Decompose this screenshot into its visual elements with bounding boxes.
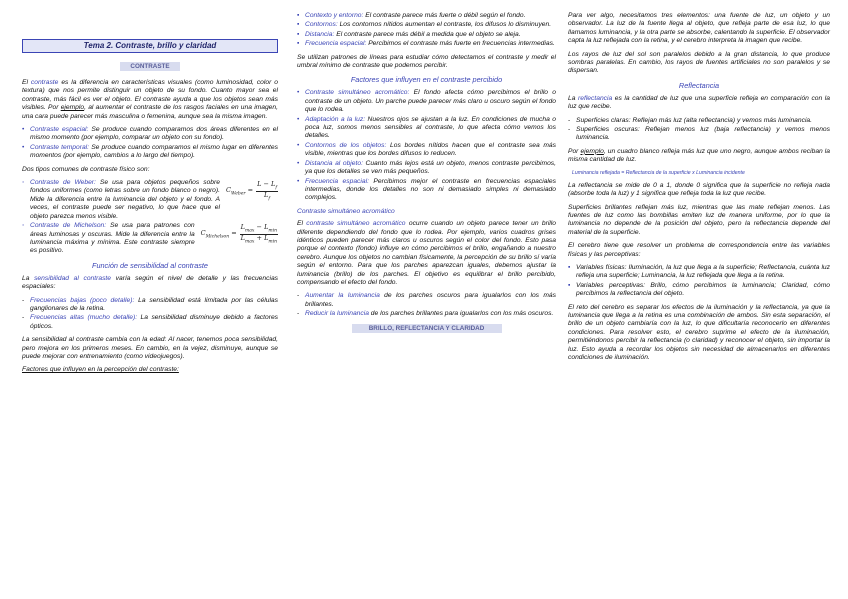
list-item: • Adaptación a la luz: Nuestros ojos se ajustan a la luz. En condiciones de mucha o poca luz, somos menos sensibles al contraste, lo que afecta cómo vemos los detalles. (297, 116, 556, 141)
reflectance-paragraph: La reflectancia es la cantidad de luz que una superficie refleja en comparación con la luz que recibe. (568, 94, 831, 111)
list-item: • Contraste simultáneo acromático: El fondo afecta cómo percibimos el brillo o contraste de un objeto. Un parche puede parecer más claro u oscuro según el fondo que lo rodea. (297, 89, 556, 114)
column-right (568, 12, 830, 367)
subsection-heading: Contraste simultáneo acromático (297, 207, 395, 215)
list-item: • Contornos de los objetos: Los bordes nítidos hacen que el contraste sea más visible, mientras que los bordes difusos lo reducen. (297, 142, 556, 159)
column-left (22, 12, 278, 380)
list-item: ▪ Contornos: Los contornos nítidos aumentan el contraste, los difusos lo disminuyen. (297, 21, 556, 29)
topic-title: Tema 2. Contraste, brillo y claridad (22, 39, 278, 53)
bright-paragraph: Superficies brillantes reflejan más luz, mientras que las mate reflejan menos. Las fuentes de luz como las bombillas emiten luz de manera uniforme, por lo que la luminancia no depende de la posición del objeto, pero la reflectancia depende del material de la superficie. (568, 203, 830, 236)
list-item: • Distancia al objeto: Cuanto más lejos está un objeto, menos contraste percibimos, ya que los detalles se ven más pequeños. (297, 160, 556, 177)
adjust-list (297, 292, 556, 318)
perceived-contrast-list (297, 89, 556, 202)
list-item: ▪ Distancia: El contraste parece más débil a medida que el objeto se aleja. (297, 31, 556, 39)
age-paragraph: La sensibilidad al contraste cambia con la edad: Al nacer, tenemos poca sensibilidad, pero mejora en los primeros meses. En cambio, en la vejez, disminuye, aunque se puede mejorar con entrenamiento (como videojuegos). (22, 336, 278, 360)
list-item: • Contraste espacial: Se produce cuando comparamos dos áreas diferentes en el mismo momento (por ejemplo, comparar un objeto con su fondo). (22, 126, 278, 143)
list-item: - Frecuencias bajas (poco detalle): La sensibilidad está limitada por las células ganglionares de la retina. (22, 297, 278, 314)
perception-factors-list (297, 12, 556, 49)
two-types-intro: Dos tipos comunes de contraste físico son: (22, 165, 150, 173)
column-middle (297, 12, 556, 341)
reflectance-formula: Luminancia reflejada = Reflectancia de la superficie x Luminancia incidente (572, 169, 745, 176)
section-heading-sensitivity: Función de sensibilidad al contraste (91, 260, 208, 270)
brain-paragraph: El cerebro tiene que resolver un problema de correspondencia entre las variables físicas y las perceptivas: (568, 242, 830, 258)
michelson-formula: ◦ $C_{Michelson}$ = $\frac{L_{max} - L_{min}}{L_{max} + L_{min}}$ (200, 223, 277, 245)
frequency-list (22, 297, 278, 332)
intro-paragraph: El contraste es la diferencia en características visuales (como luminosidad, color o textura) que nos permite distinguir un objeto de su fondo. Cuanto mayor sea el contraste, más fácil es ver el objeto. El contraste ayuda a que los objetos sean más visibles. Por ejemplo, al aumentar el contraste de los rasgos faciales en una imagen, una cara puede parecer más masculina o femenina, aunque sea la misma imagen. (22, 79, 278, 120)
challenge-paragraph: El reto del cerebro es separar los efectos de la iluminación y la reflectancia, ya que la luminancia que llega a la retina es una combinación de ambos. Sin esta separación, el brillo de un objeto cambiaría con la luz, lo que dificultaría reconocerlo en diferentes condiciones. Para resolver esto, el cerebro suprime el efecto de la iluminación, permitiéndonos percibir la reflectancia (o claridad) y reconocer el objeto, sin importar la luz. Esto ayuda a recordar los objetos sin necesidad de almacenarlos en diferentes condiciones de iluminación. (568, 303, 830, 361)
surfaces-list (568, 117, 830, 143)
section-heading-reflectance: Reflectancia (678, 80, 720, 90)
patterns-paragraph: Se utilizan patrones de líneas para estudiar cómo detectamos el contraste y medir el umbral mínimo de contraste que podemos percibir. (297, 53, 556, 70)
list-item-weber: ◦ $C_{Weber}$ = $\frac{L - L_f}{L_f}$ Contraste de Weber: Se usa para objetos pequeños sobre fondos uniformes (como letras sobre un fondo blanco o negro). Mide la diferencia entre la luminancia del objeto y el fondo. A veces, el contraste puede ser negativo, lo que hace que el objeto parezca menos visible. (22, 179, 278, 221)
list-item-michelson: ◦ $C_{Michelson}$ = $\frac{L_{max} - L_{min}}{L_{max} + L_{min}}$ Contraste de Michelson: Se usa para patrones con áreas luminosas y oscuras. Mide la diferencia entre la luminancia máxima y mínima. Este contraste siempre es positivo. (22, 222, 278, 256)
list-item: - Superficies claras: Reflejan más luz (alta reflectancia) y vemos más luminancia. (568, 117, 830, 125)
section-heading-factors: Factores que influyen en el contraste percibido (350, 75, 503, 85)
variables-list (568, 264, 830, 299)
list-item: ▪ Contexto y entorno: El contraste parece más fuerte o débil según el fondo. (297, 12, 556, 20)
list-item: ▪ Variables perceptivas: Brillo, cómo percibimos la luminancia; Claridad, cómo percibimos la reflectancia del objeto. (568, 282, 830, 299)
list-item: • Contraste temporal: Se produce cuando comparamos el mismo lugar en diferentes momentos (por ejemplo, cambios a lo largo del tiempo). (22, 144, 278, 161)
section-banner-brillo: BRILLO, REFLECTANCIA Y CLARIDAD (352, 324, 502, 333)
list-item: - Aumentar la luminancia de los parches oscuros para igualarlos con los más brillantes. (297, 292, 556, 309)
factors-subtitle: Factores que influyen en la percepción del contraste: (22, 366, 179, 374)
light-paragraph: Para ver algo, necesitamos tres elementos: una fuente de luz, un objeto y un observador. La luz de la fuente llega al objeto, que refleja parte de esa luz, lo que llamamos luminancia, y la otra parte se absorbe, calentando la superficie. El observador capta la luz reflejada con la retina, y el cerebro interpreta la imagen que recibe. (568, 12, 830, 45)
section-banner-contraste: CONTRASTE (120, 62, 180, 71)
list-item: - Frecuencias altas (mucho detalle): La sensibilidad disminuye debido a factores ópticos. (22, 314, 278, 331)
scale-paragraph: La reflectancia se mide de 0 a 1, donde 0 significa que la superficie no refleja nada (absorbe toda la luz) y 1 significa que refleja toda la luz que recibe. (568, 181, 830, 198)
list-item: ▪ Variables físicas: Iluminación, la luz que llega a la superficie; Reflectancia, cuánta luz refleja una superficie; Luminancia, la luz reflejada que llega a la retina. (568, 264, 830, 281)
list-item: • Frecuencia espacial: Percibimos mejor el contraste en frecuencias espaciales intermedias, donde los detalles no son ni demasiado simples ni demasiado complejos. (297, 178, 556, 203)
weber-formula: ◦ $C_{Weber}$ = $\frac{L - L_f}{L_f}$ (225, 180, 277, 202)
physical-contrast-list (22, 179, 278, 256)
list-item: ▪ Frecuencia espacial: Percibimos el contraste más fuerte en frecuencias intermedias. (297, 40, 556, 48)
list-item: - Reducir la luminancia de los parches brillantes para igualarlos con los más oscuros. (297, 310, 556, 318)
contrast-types-list (22, 126, 278, 161)
sensitivity-paragraph: La sensibilidad al contraste varía según el nivel de detalle y las frecuencias espaciales: (22, 274, 279, 291)
rays-paragraph: Los rayos de luz del sol son paralelos debido a la gran distancia, lo que produce sombras paralelas. En cambio, los rayos de fuentes artificiales no son paralelos y se dispersan. (568, 50, 830, 75)
example-paragraph: Por ejemplo, un cuadro blanco refleja más luz que uno negro, aunque ambos reciban la misma cantidad de luz. (568, 147, 831, 164)
list-item: - Superficies oscuras: Reflejan menos luz (baja reflectancia) y vemos menos luminancia. (568, 126, 830, 143)
simultaneous-paragraph: El contraste simultáneo acromático ocurre cuando un objeto parece tener un brillo diferente dependiendo del fondo que lo rodea. Por ejemplo, varios cuadros grises idénticos pueden parecer más claros u oscuros según el color del fondo. Esto pasa porque el contexto (fondo) influye en cómo percibimos el brillo, engañando a nuestro cerebro. Aunque los objetos no cambian físicamente, la percepción de su brillo sí varía según el entorno. Para que los parches aparezcan iguales, debemos ajustar la luminancia (brillo) de los parches. El objetivo es equilibrar el brillo percibido, compensando el efecto del fondo. (297, 220, 556, 286)
